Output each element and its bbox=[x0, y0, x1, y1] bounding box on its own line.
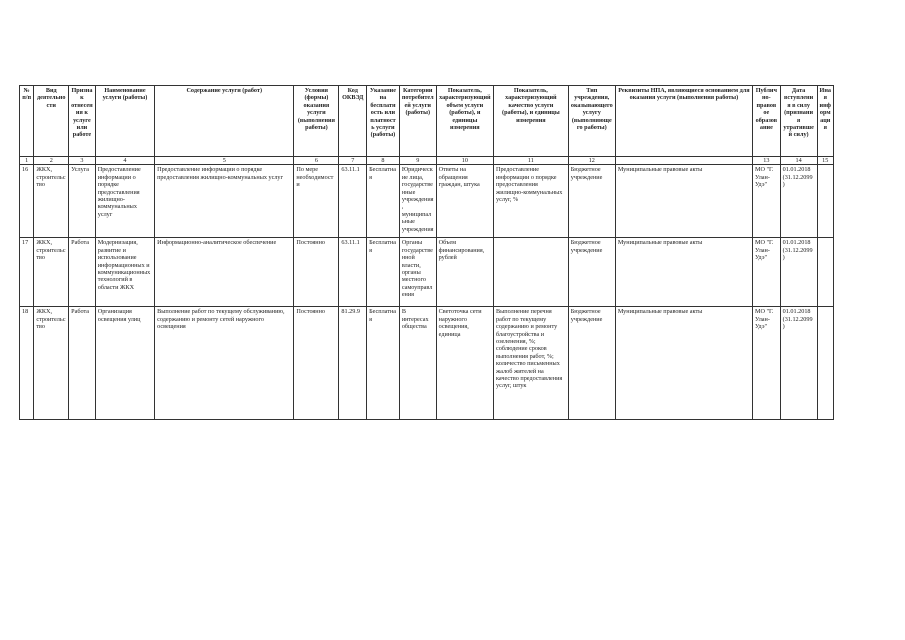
header-cell: Признак отнесения к услуге или работе bbox=[69, 86, 96, 157]
cell-name: Организация освещения улиц bbox=[95, 307, 154, 420]
cell-npa: Муниципальные правовые акты bbox=[615, 238, 752, 307]
column-number: 14 bbox=[780, 157, 817, 165]
cell-conditions: Постоянно bbox=[294, 238, 339, 307]
cell-sign: Работа bbox=[69, 238, 96, 307]
cell-sign: Работа bbox=[69, 307, 96, 420]
cell-num: 18 bbox=[20, 307, 34, 420]
header-cell: Иная информация bbox=[817, 86, 833, 157]
cell-date: 01.01.2018 (31.12.2099) bbox=[780, 307, 817, 420]
cell-volume: Светоточка сети наружного освещения, единица bbox=[436, 307, 493, 420]
header-cell: Условия (формы) оказания услуги (выполнения работы) bbox=[294, 86, 339, 157]
header-cell: Вид деятельности bbox=[34, 86, 69, 157]
column-number: 15 bbox=[817, 157, 833, 165]
cell-type: Бюджетное учреждение bbox=[568, 238, 615, 307]
header-cell: Публично-правовое образование bbox=[753, 86, 781, 157]
header-cell: № п/п bbox=[20, 86, 34, 157]
header-cell: Содержание услуги (работ) bbox=[155, 86, 294, 157]
cell-consumers: Органы государственной власти, органы местного самоуправления bbox=[399, 238, 436, 307]
table-row bbox=[20, 307, 834, 420]
header-row bbox=[20, 86, 834, 157]
header-cell: Показатель, характеризующий объем услуги (работы), и единицы измерения bbox=[436, 86, 493, 157]
cell-npa: Муниципальные правовые акты bbox=[615, 307, 752, 420]
column-number: 10 bbox=[436, 157, 493, 165]
cell-okved: 81.29.9 bbox=[339, 307, 367, 420]
cell-mo: МО "Г. Улан-Удэ" bbox=[753, 238, 781, 307]
column-number: 1 bbox=[20, 157, 34, 165]
cell-date: 01.01.2018 (31.12.2099) bbox=[780, 238, 817, 307]
column-number-row bbox=[20, 157, 834, 165]
header-cell: Дата вступления в силу (признания утратившей силу) bbox=[780, 86, 817, 157]
cell-quality bbox=[494, 238, 569, 307]
services-table bbox=[19, 85, 834, 420]
column-number: 12 bbox=[568, 157, 615, 165]
cell-consumers: В интересах общества bbox=[399, 307, 436, 420]
cell-type: Бюджетное учреждение bbox=[568, 307, 615, 420]
cell-okved: 63.11.1 bbox=[339, 165, 367, 238]
header-cell: Показатель, характеризующий качество услуги (работы), и единицы измерения bbox=[494, 86, 569, 157]
cell-quality: Предоставление информации о порядке предоставления жилищно-коммунальных услуг, % bbox=[494, 165, 569, 238]
cell-volume: Ответы на обращения граждан, штука bbox=[436, 165, 493, 238]
cell-paid: Бесплатная bbox=[367, 165, 400, 238]
cell-mo: МО "Г. Улан-Удэ" bbox=[753, 165, 781, 238]
column-number-empty bbox=[615, 157, 752, 165]
cell-other bbox=[817, 238, 833, 307]
cell-name: Предоставление информации о порядке предоставления жилищно-коммунальных услуг bbox=[95, 165, 154, 238]
cell-date: 01.01.2018 (31.12.2099) bbox=[780, 165, 817, 238]
header-cell: Наименование услуги (работы) bbox=[95, 86, 154, 157]
column-number: 5 bbox=[155, 157, 294, 165]
cell-quality: Выполнение перечня работ по текущему содержанию и ремонту благоустройства и озеленения, %; соблюдение сроков выполнения работ, %; количество письменных жалоб жителей на качество предоставления услуг, штук bbox=[494, 307, 569, 420]
header-cell: Код ОКВЭД bbox=[339, 86, 367, 157]
cell-kind: ЖКХ, строительство bbox=[34, 307, 69, 420]
cell-other bbox=[817, 307, 833, 420]
column-number: 11 bbox=[494, 157, 569, 165]
cell-num: 17 bbox=[20, 238, 34, 307]
column-number: 9 bbox=[399, 157, 436, 165]
column-number: 4 bbox=[95, 157, 154, 165]
table-row bbox=[20, 238, 834, 307]
cell-name: Модернизация, развитие и использование информационных и коммуникационных технологий в области ЖКХ bbox=[95, 238, 154, 307]
header-cell: Категории потребителей услуги (работы) bbox=[399, 86, 436, 157]
cell-conditions: Постоянно bbox=[294, 307, 339, 420]
cell-consumers: Юридические лица, государственные учреждения, муниципальные учреждения bbox=[399, 165, 436, 238]
cell-content: Предоставление информации о порядке предоставления жилищно-коммунальных услуг bbox=[155, 165, 294, 238]
cell-content: Выполнение работ по текущему обслуживанию, содержанию и ремонту сетей наружного освещения bbox=[155, 307, 294, 420]
column-number: 2 bbox=[34, 157, 69, 165]
cell-mo: МО "Г. Улан-Удэ" bbox=[753, 307, 781, 420]
cell-volume: Объем финансирования, рублей bbox=[436, 238, 493, 307]
header-cell: Указание на бесплатность или платность услуги (работы) bbox=[367, 86, 400, 157]
cell-content: Информационно-аналитическое обеспечение bbox=[155, 238, 294, 307]
column-number: 8 bbox=[367, 157, 400, 165]
column-number: 7 bbox=[339, 157, 367, 165]
cell-num: 16 bbox=[20, 165, 34, 238]
header-cell: Тип учреждения, оказывающего услугу (выполняющего работы) bbox=[568, 86, 615, 157]
column-number: 13 bbox=[753, 157, 781, 165]
cell-type: Бюджетное учреждение bbox=[568, 165, 615, 238]
cell-okved: 63.11.1 bbox=[339, 238, 367, 307]
header-cell: Реквизиты НПА, являющиеся основанием для оказания услуги (выполнения работы) bbox=[615, 86, 752, 157]
cell-sign: Услуга bbox=[69, 165, 96, 238]
cell-paid: Бесплатная bbox=[367, 238, 400, 307]
column-number: 6 bbox=[294, 157, 339, 165]
cell-conditions: По мере необходимости bbox=[294, 165, 339, 238]
cell-kind: ЖКХ, строительство bbox=[34, 238, 69, 307]
cell-other bbox=[817, 165, 833, 238]
cell-paid: Бесплатная bbox=[367, 307, 400, 420]
table-row bbox=[20, 165, 834, 238]
column-number: 3 bbox=[69, 157, 96, 165]
cell-npa: Муниципальные правовые акты bbox=[615, 165, 752, 238]
cell-kind: ЖКХ, строительство bbox=[34, 165, 69, 238]
